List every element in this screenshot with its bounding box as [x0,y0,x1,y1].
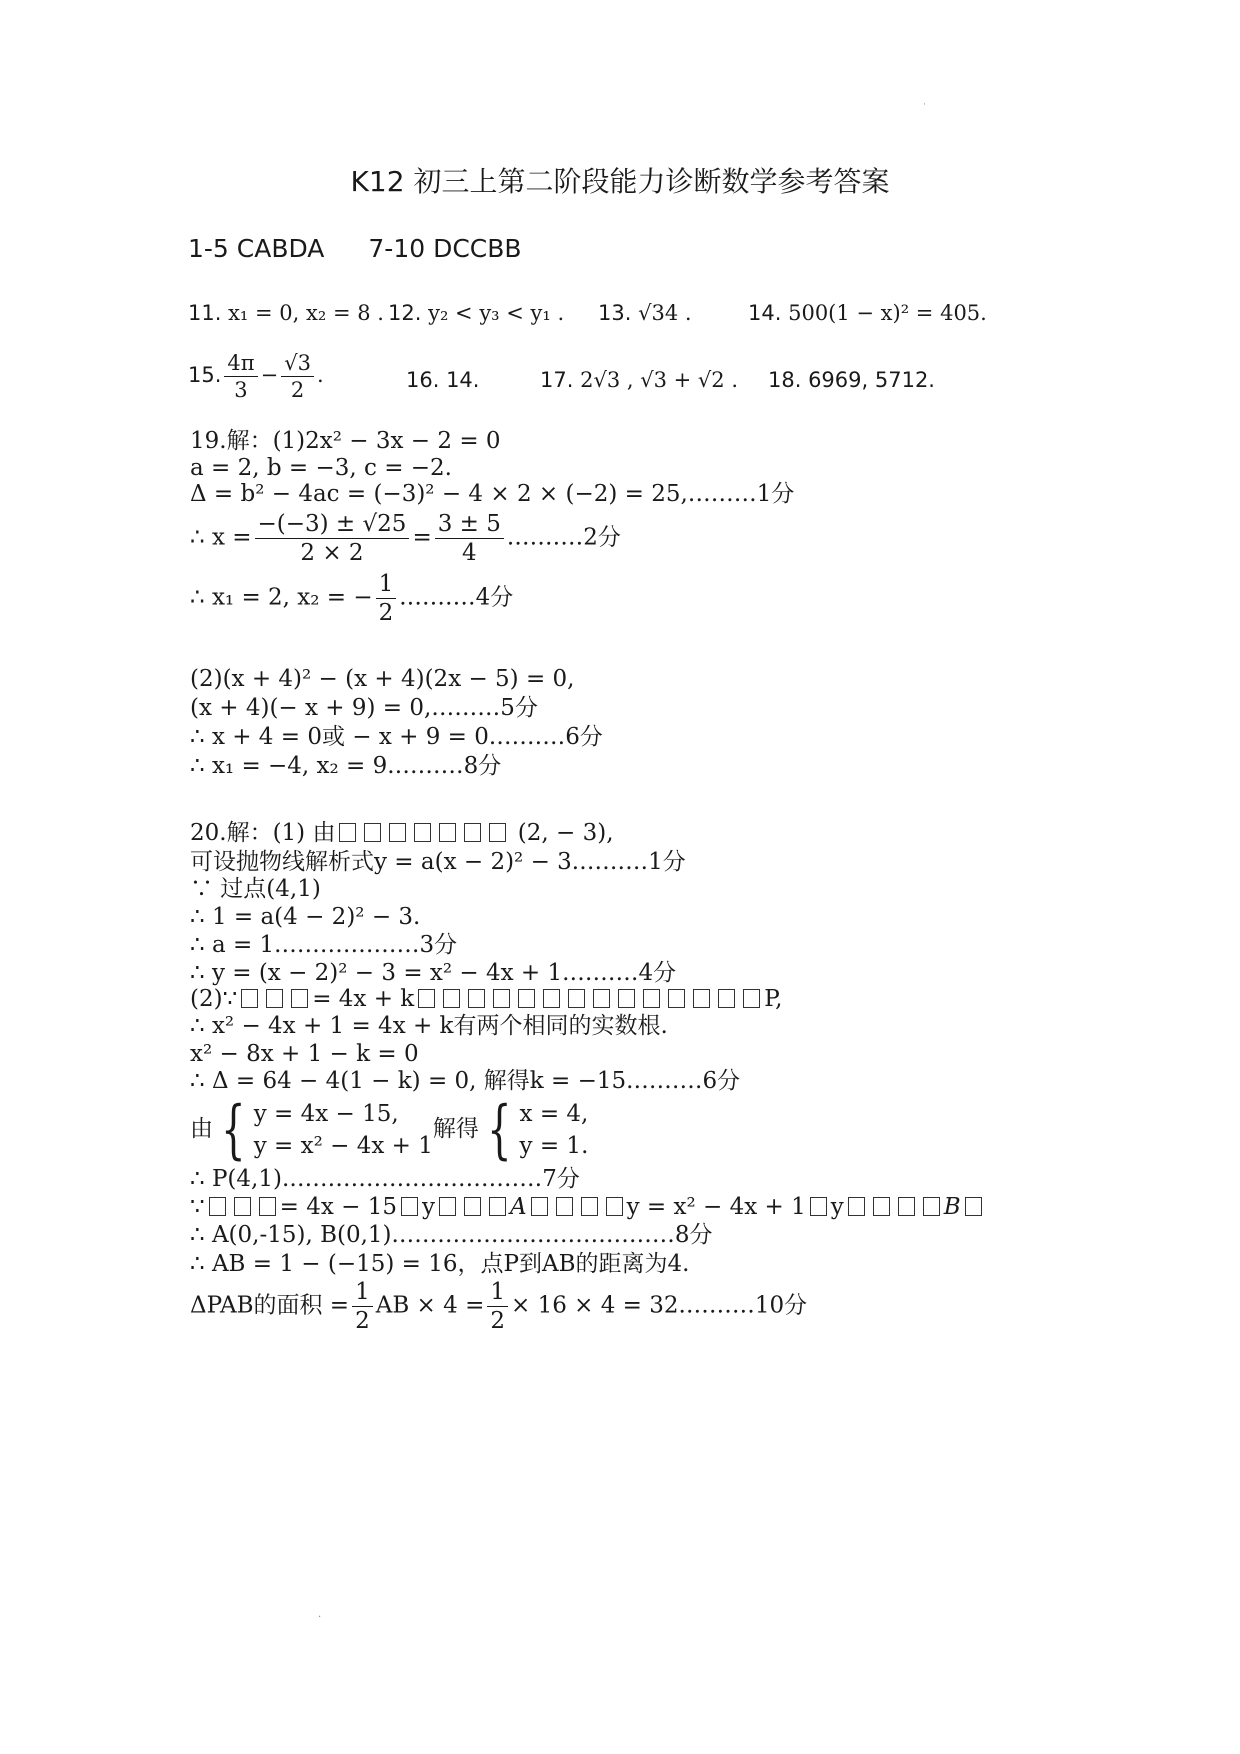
q20-line-4: ∴ 1 = a(4 − 2)² − 3. [190,904,421,930]
page-title: K12 初三上第二阶段能力诊断数学参考答案 [350,165,890,198]
answer-18: 18. 6969, 5712. [768,368,935,392]
q19-line-4: ∴ x = $\frac{-(-3) \pm √25}{2 \times 2}$ = $\frac{3 \pm 5}{4}$ .………2分 [190,511,621,567]
q20-line-3: ∵ 过点(4,1) [190,876,321,902]
q20-line-6: ∴ y = (x − 2)² − 3 = x² − 4x + 1.………4分 [190,960,677,986]
q20-line-11: 由 { y = 4x − 15, y = x² − 4x + 1 解得 { x = 4, y = 1. [190,1093,589,1168]
q20-line-14: ∴ A(0,-15), B(0,1).………………………………8分 [190,1222,713,1248]
q20-line-7: (2)∵ = 4x + k P, [190,986,783,1012]
corner-mark: ˙ [922,103,927,114]
q19-line-5: ∴ x₁ = 2, x₂ = − $\frac{1}{2}$ .………4分 [190,571,514,627]
q19-line-8: ∴ x + 4 = 0或 − x + 9 = 0.………6分 [190,724,603,750]
mc-answers-7-10: 7-10 DCCBB [368,234,522,263]
q19-line-3: Δ = b² − 4ac = (−3)² − 4 × 2 × (−2) = 25,………1分 [190,481,795,507]
q20-line-8: ∴ x² − 4x + 1 = 4x + k有两个相同的实数根. [190,1013,668,1039]
q20-line-13: ∵ = 4x − 15 y A y = x² − 4x + 1 y B [190,1196,986,1219]
answer-14: 14. 500(1 − x)² = 405. [748,301,987,325]
answer-13: 13. √34 . [598,301,692,325]
q20-line-2: 可设抛物线解析式y = a(x − 2)² − 3.………1分 [190,849,686,875]
q20-line-1: 20.解：(1) 由 (2, − 3), [190,820,614,846]
mc-answers-1-5: 1-5 CABDA [188,234,325,263]
answer-11: 11. x₁ = 0, x₂ = 8 . [188,301,384,325]
q19-line-1: 19.解：(1)2x² − 3x − 2 = 0 [190,428,501,454]
q20-line-9: x² − 8x + 1 − k = 0 [190,1041,419,1067]
q19-line-2: a = 2, b = −3, c = −2. [190,455,452,481]
multiple-choice-answers [188,236,522,261]
answer-15: 15. $\frac{4\pi}{3}$ − $\frac{√3}{2}$ . [188,351,324,403]
answer-16: 16. 14. [406,368,480,392]
q20-line-10: ∴ Δ = 64 − 4(1 − k) = 0, 解得k = −15.………6分 [190,1068,741,1094]
q20-line-5: ∴ a = 1.………………3分 [190,932,458,958]
answer-17: 17. 2√3 , √3 + √2 . [540,368,739,392]
bottom-mark: · [318,1612,322,1623]
q20-line-12: ∴ P(4,1).……………………………7分 [190,1166,580,1192]
q20-line-16: ΔPAB的面积 = $\frac{1}{2}$ AB × 4 = $\frac{1}{2}$ × 16 × 4 = 32.………10分 [190,1279,808,1335]
q19-line-6: (2)(x + 4)² − (x + 4)(2x − 5) = 0, [190,666,575,692]
q20-line-15: ∴ AB = 1 − (−15) = 16，点P到AB的距离为4. [190,1251,690,1277]
q19-line-7: (x + 4)(− x + 9) = 0,………5分 [190,695,538,721]
q19-line-9: ∴ x₁ = −4, x₂ = 9.………8分 [190,753,502,779]
answer-12: 12. y₂ < y₃ < y₁ . [388,301,565,325]
